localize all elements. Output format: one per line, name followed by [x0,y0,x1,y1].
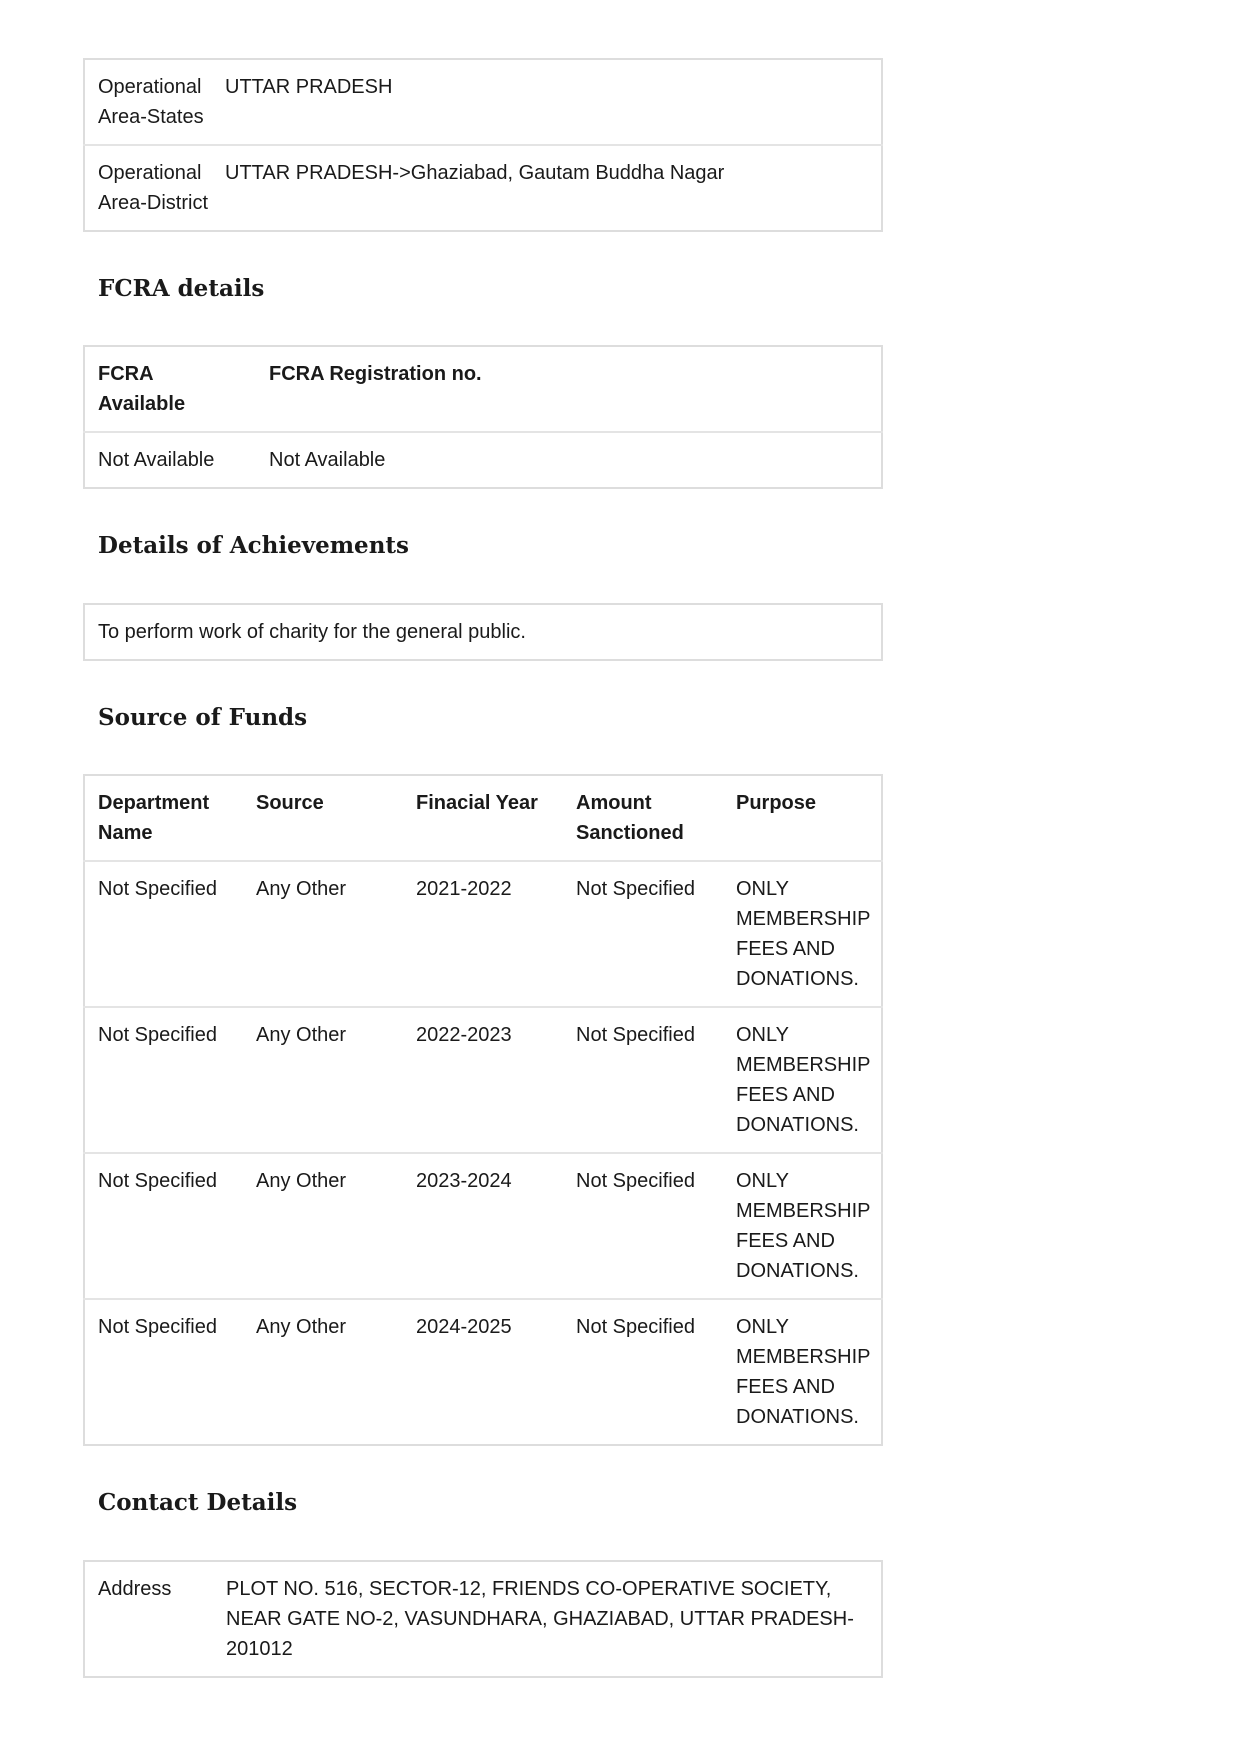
source-cell: Any Other [243,1299,403,1445]
purpose-header: Purpose [736,792,817,814]
department-name-cell: Not Specified [84,861,243,1007]
table-row [84,861,882,1007]
financial-year-cell: 2021-2022 [403,861,563,1007]
financial-year-header: Finacial Year [416,792,538,814]
amount-sanctioned-cell: Not Specified [563,1299,723,1445]
contact-heading: Contact Details [98,1489,298,1516]
source-header: Source [256,792,324,814]
address-label: Address [98,1578,172,1600]
operational-area-table [83,58,883,232]
source-cell: Any Other [243,861,403,1007]
department-name-cell: Not Specified [84,1007,243,1153]
table-row [84,145,882,231]
table-row [84,432,882,488]
fcra-heading: FCRA details [98,275,265,302]
purpose-cell: ONLY MEMBERSHIP FEES AND DONATIONS. [723,861,882,1007]
table-row [84,1007,882,1153]
operational-area-district-value: UTTAR PRADESH->Ghaziabad, Gautam Buddha Nagar [225,145,882,231]
table-header-row [84,775,882,861]
fcra-available-value: Not Available [84,432,256,488]
financial-year-cell: 2022-2023 [403,1007,563,1153]
source-cell: Any Other [243,1007,403,1153]
amount-sanctioned-cell: Not Specified [563,861,723,1007]
financial-year-cell: 2024-2025 [403,1299,563,1445]
amount-sanctioned-cell: Not Specified [563,1007,723,1153]
amount-sanctioned-cell: Not Specified [563,1153,723,1299]
achievements-text: To perform work of charity for the general public. [98,621,526,643]
achievements-table [83,603,883,661]
funds-table [83,774,883,1446]
table-row [84,59,882,145]
table-row [84,604,882,660]
table-row [84,1561,882,1677]
purpose-cell: ONLY MEMBERSHIP FEES AND DONATIONS. [723,1299,882,1445]
department-name-cell: Not Specified [84,1153,243,1299]
fcra-registration-header: FCRA Registration no. [269,363,482,385]
financial-year-cell: 2023-2024 [403,1153,563,1299]
department-name-cell: Not Specified [84,1299,243,1445]
table-row [84,1299,882,1445]
address-value: PLOT NO. 516, SECTOR-12, FRIENDS CO-OPERATIVE SOCIETY, NEAR GATE NO-2, VASUNDHARA, GHAZIABAD, UTTAR PRADESH-201012 [226,1578,854,1660]
operational-area-states-value: UTTAR PRADESH [225,76,393,98]
document-page [83,58,883,1678]
table-header-row [84,346,882,432]
amount-sanctioned-header: Amount Sanctioned [576,792,684,844]
achievements-heading: Details of Achievements [98,532,409,559]
purpose-cell: ONLY MEMBERSHIP FEES AND DONATIONS. [723,1153,882,1299]
table-row [84,1153,882,1299]
source-cell: Any Other [243,1153,403,1299]
operational-area-states-label: Operational Area-States [98,76,204,128]
purpose-cell: ONLY MEMBERSHIP FEES AND DONATIONS. [723,1007,882,1153]
funds-heading: Source of Funds [98,704,308,731]
department-name-header: Department Name [98,792,210,844]
operational-area-district-label: Operational Area-District [84,145,225,231]
fcra-available-header: FCRA Available [98,363,186,415]
fcra-registration-value: Not Available [256,432,882,488]
contact-table [83,1560,883,1678]
fcra-table [83,345,883,489]
